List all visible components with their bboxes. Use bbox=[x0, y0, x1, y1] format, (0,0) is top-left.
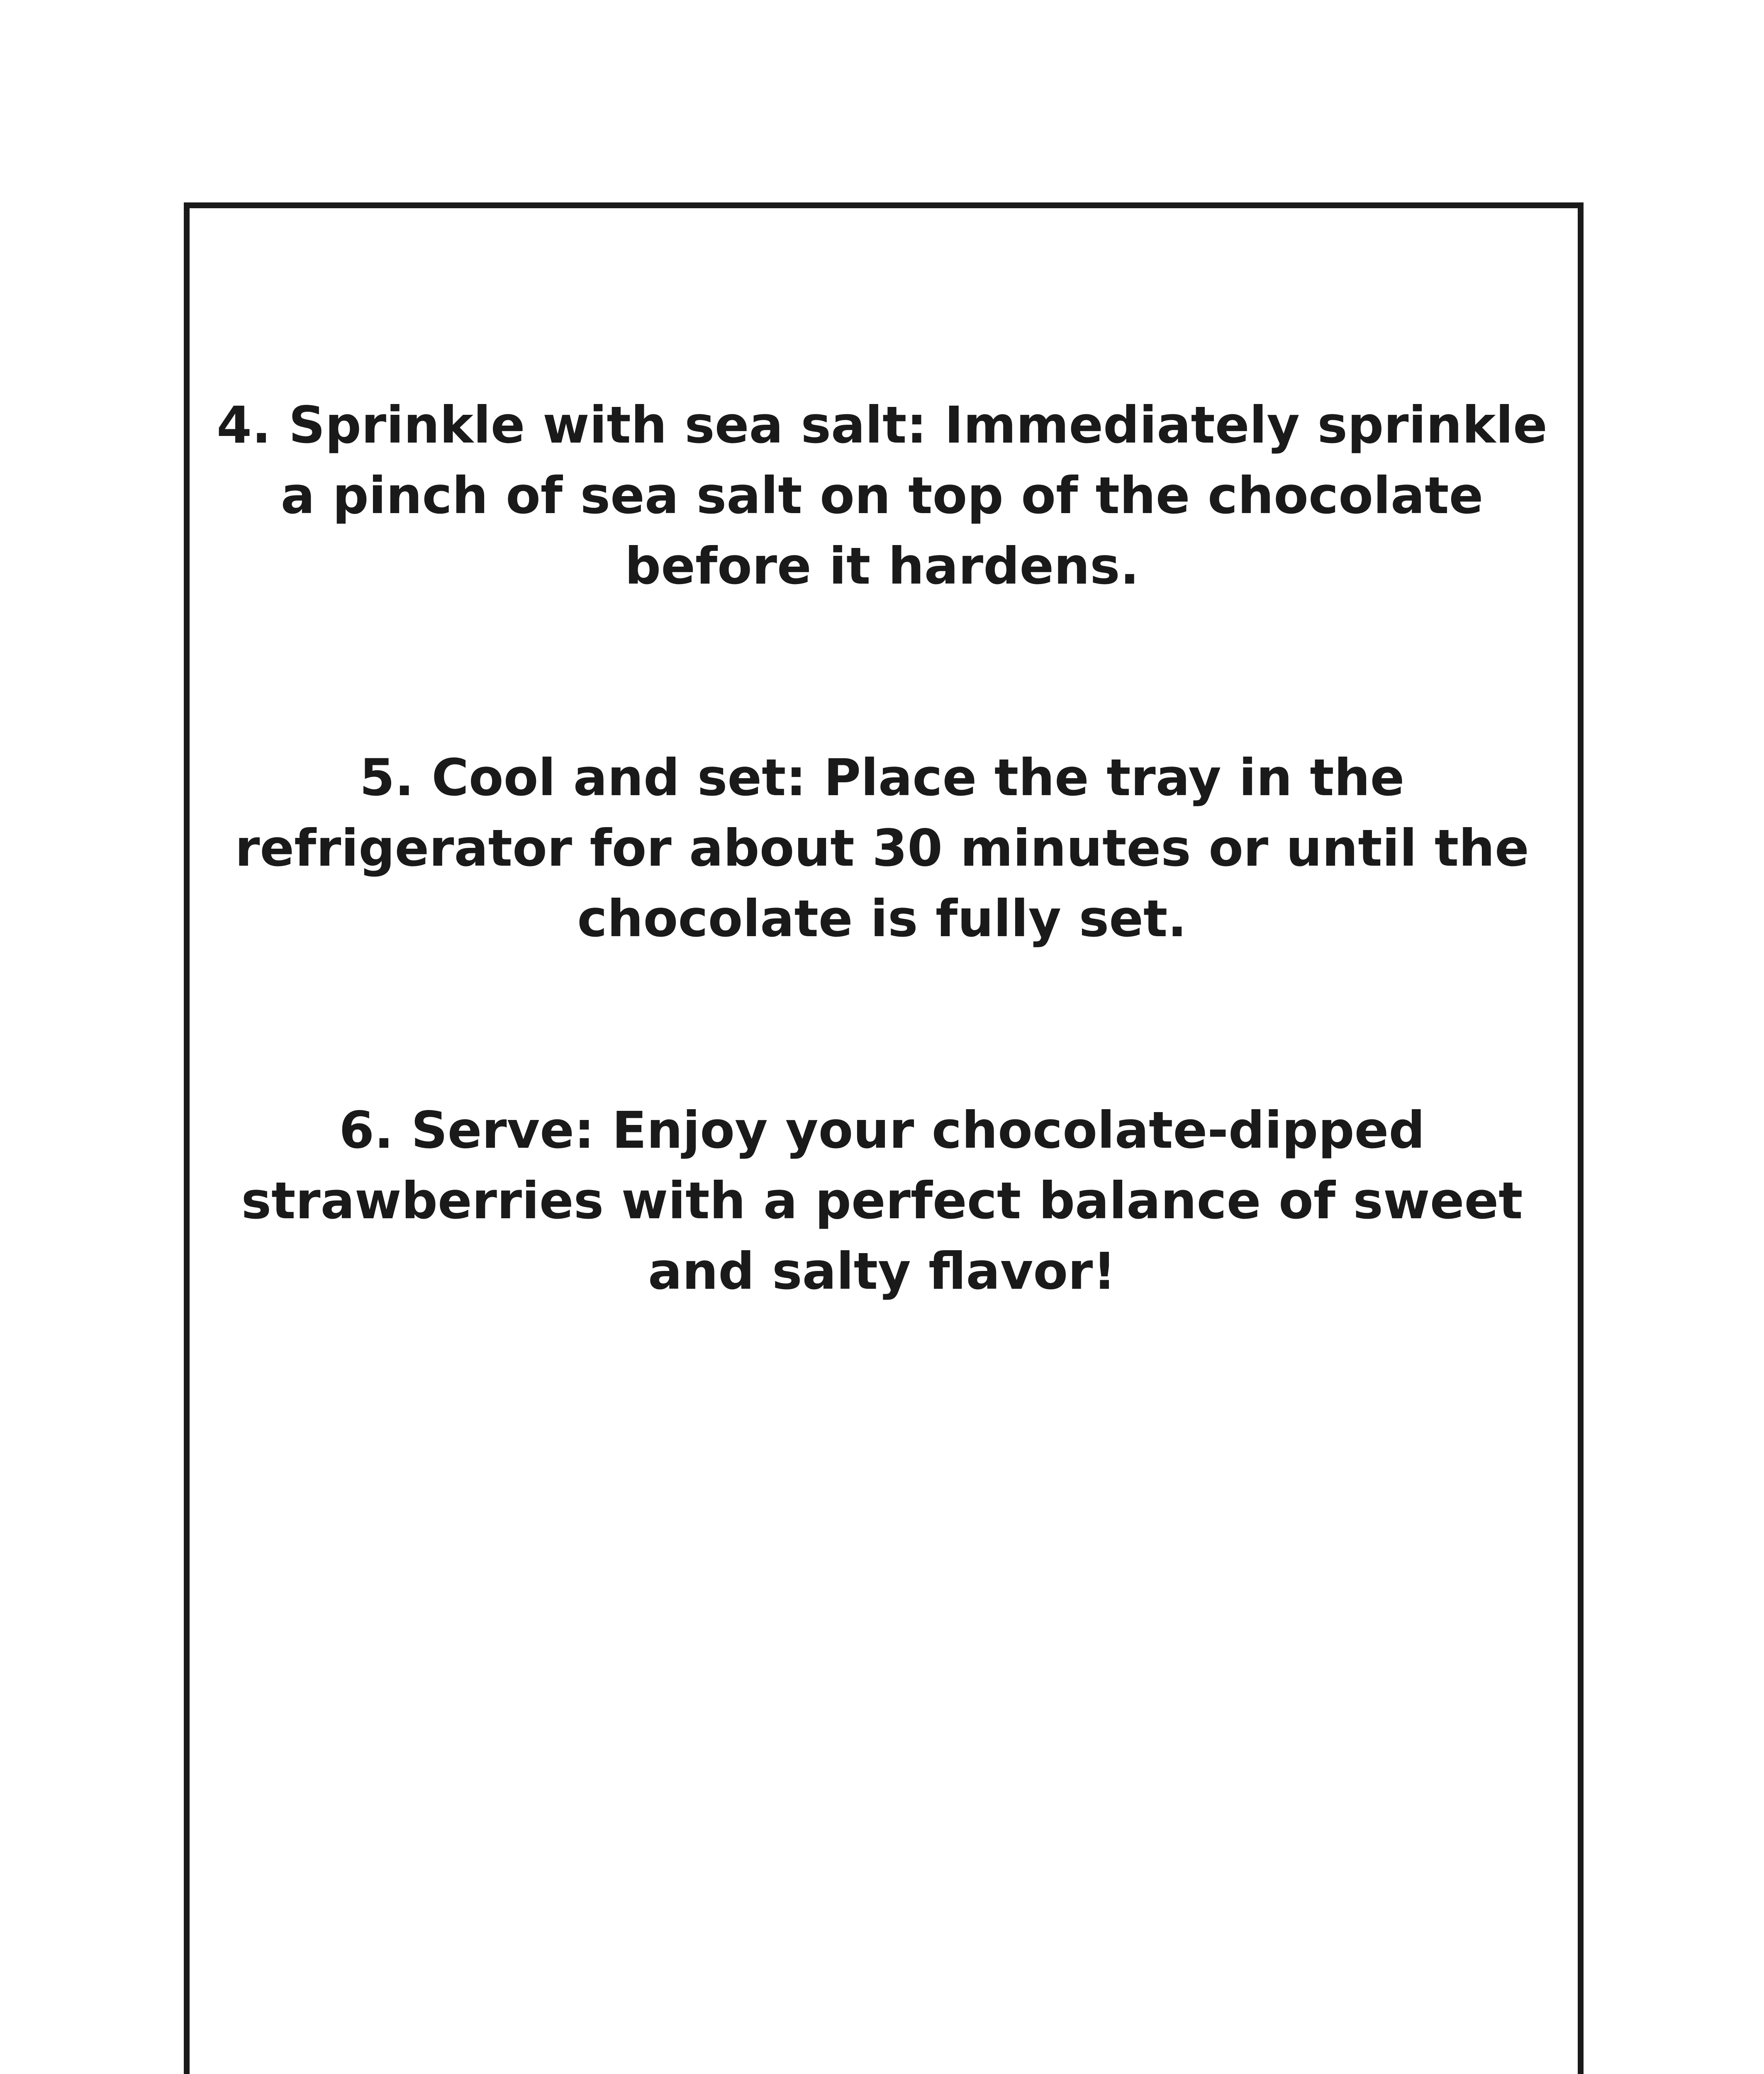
step-6: 6. Serve: Enjoy your chocolate-dipped strawberries with a perfect balance of sweet and salty flavor! bbox=[241, 1101, 1523, 1301]
steps-list bbox=[191, 390, 1573, 1307]
step-5: 5. Cool and set: Place the tray in the refrigerator for about 30 minutes or until the chocolate is fully set. bbox=[235, 748, 1529, 948]
step-4: 4. Sprinkle with sea salt: Immediately sprinkle a pinch of sea salt on top of the chocolate before it hardens. bbox=[217, 396, 1547, 596]
